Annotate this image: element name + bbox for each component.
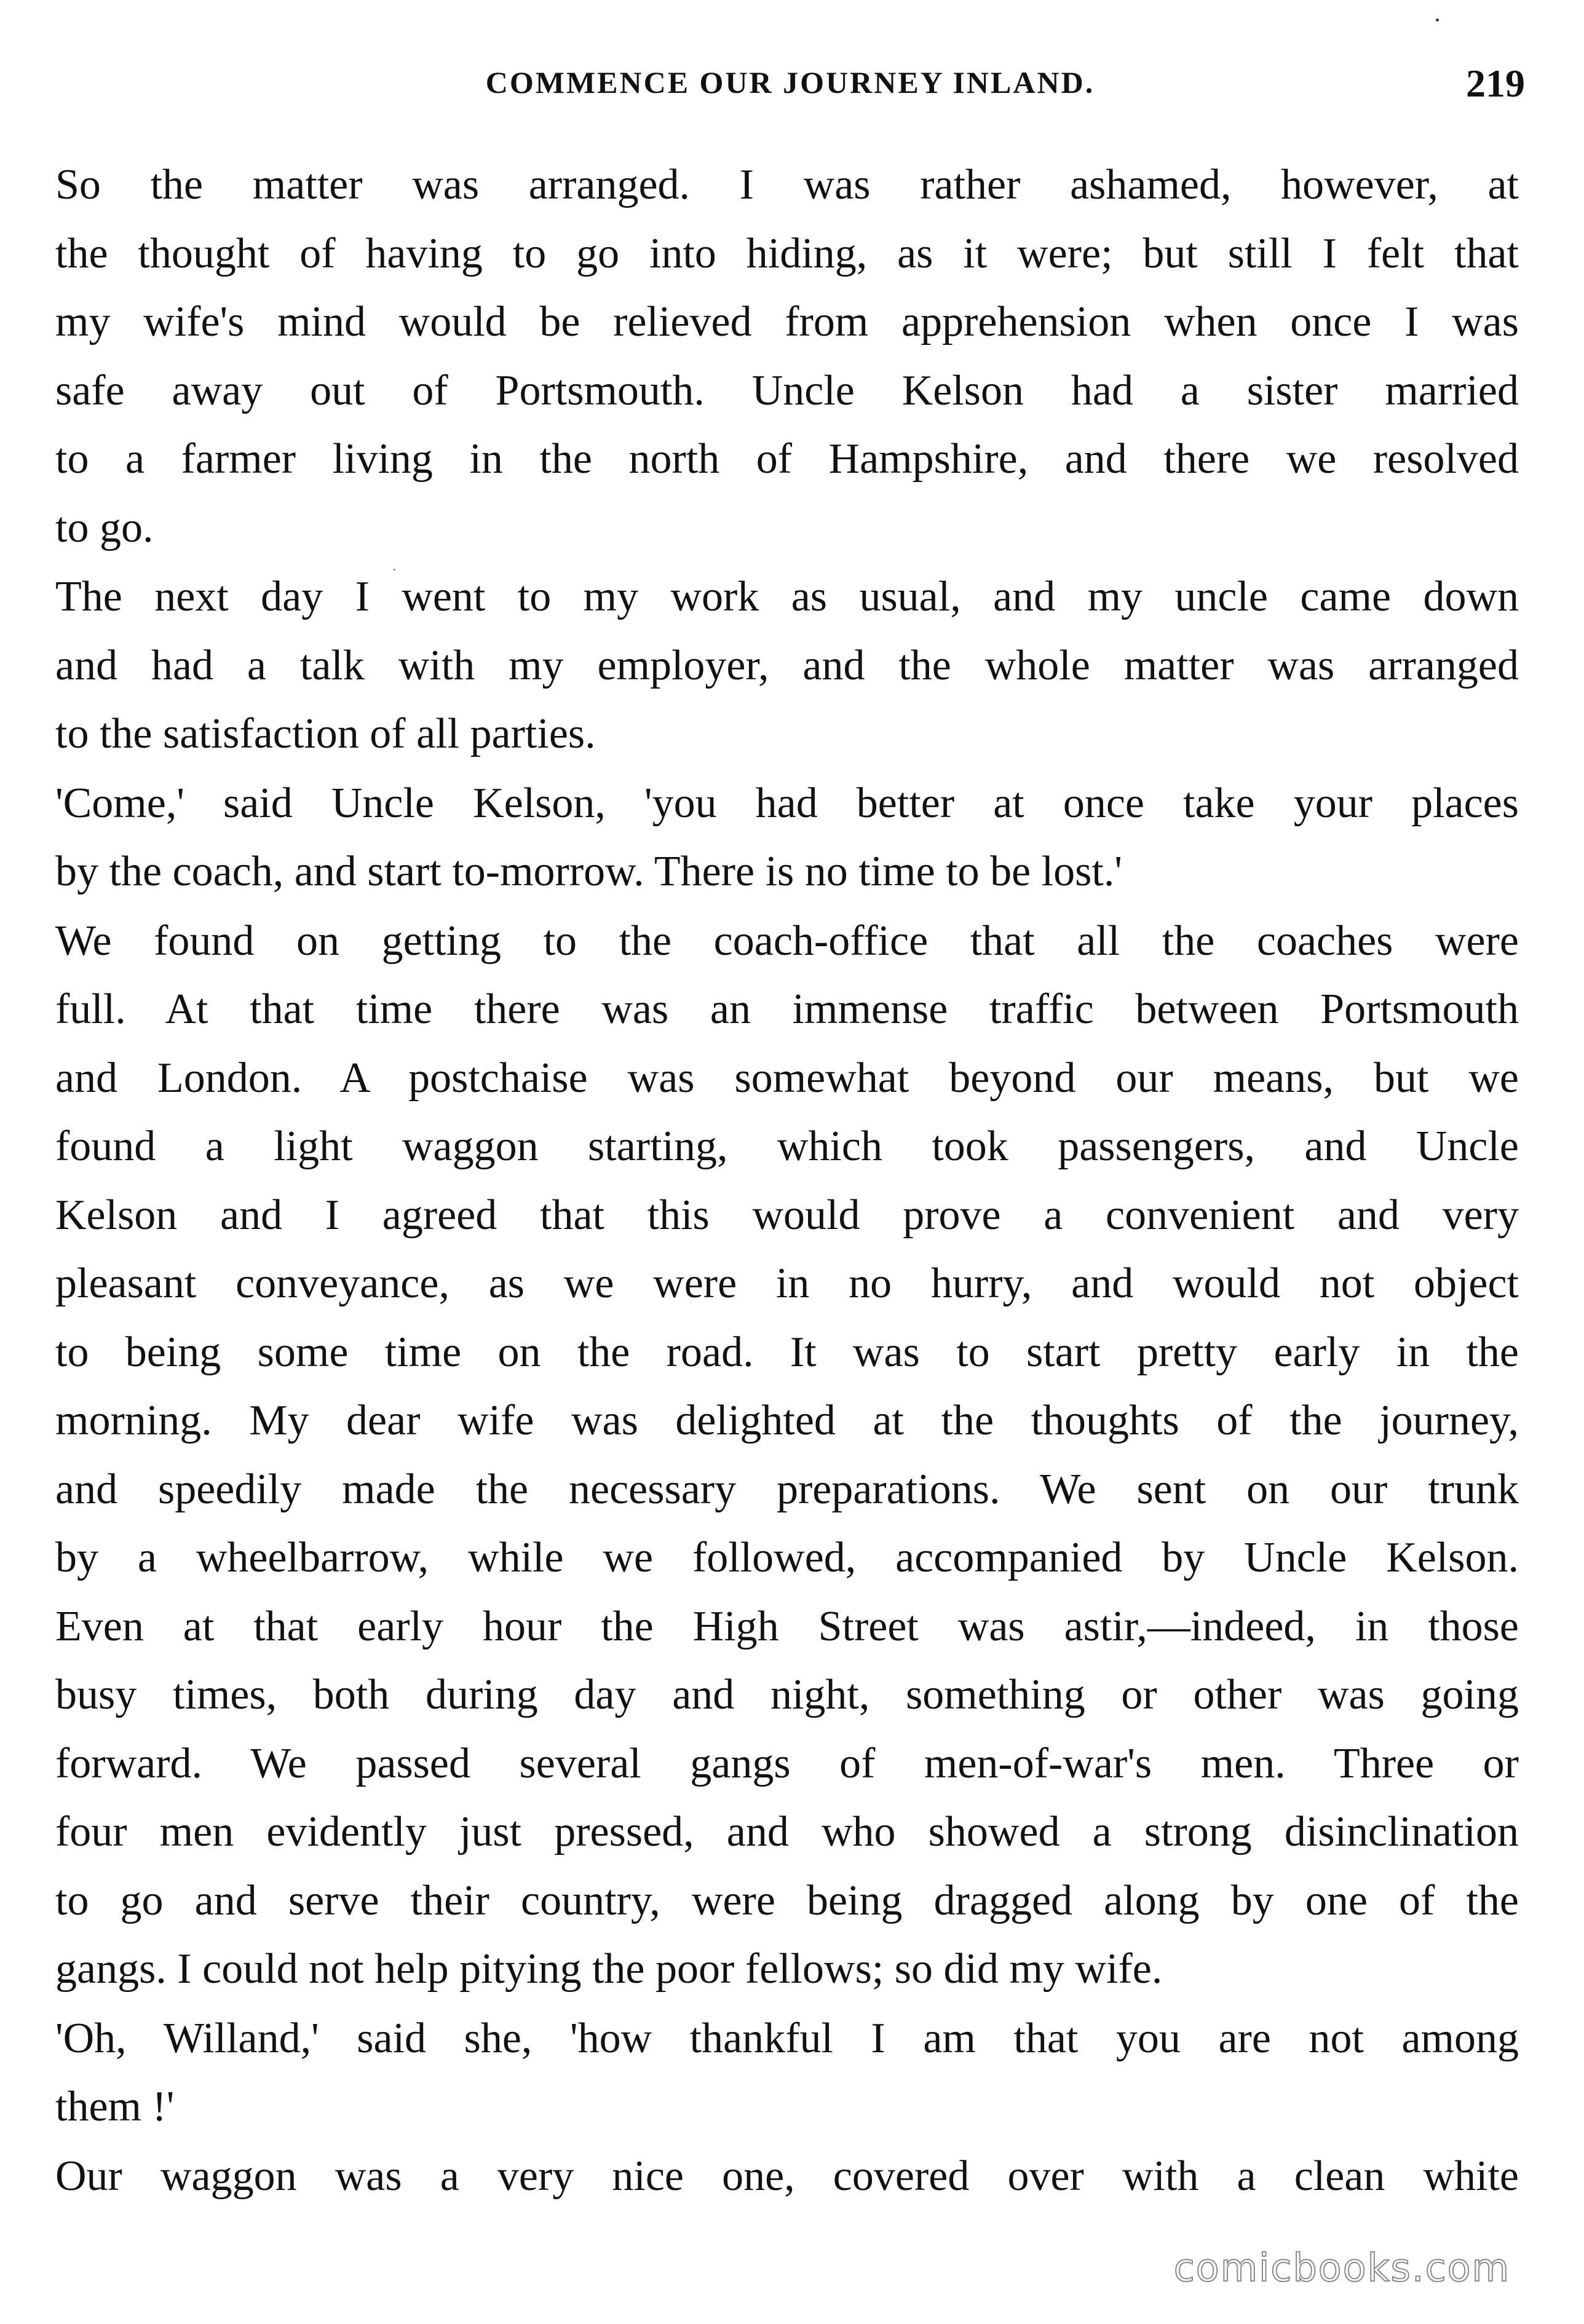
text-line: The next day I went to my work as usual, and my uncle came down [55,573,1519,620]
text-line: to go and serve their country, were being dragged along by one of the [55,1876,1519,1924]
text-line: Kelson and I agreed that this would prove a convenient and very [55,1191,1519,1239]
text-line: 'Come,' said Uncle Kelson, 'you had better at once take your places [55,779,1519,827]
text-line: We found on getting to the coach-office that all the coaches were [55,917,1519,965]
text-line: to the satisfaction of all parties. [55,710,596,757]
text-line: forward. We passed several gangs of men-of-war's men. Three or [55,1739,1519,1787]
page-number: 219 [1466,61,1525,105]
text-line: them !' [55,2083,175,2130]
text-line: four men evidently just pressed, and who showed a strong disinclination [55,1808,1519,1856]
text-line: safe away out of Portsmouth. Uncle Kelson had a sister married [55,366,1519,414]
text-line: by the coach, and start to-morrow. There is no time to be lost.' [55,848,1122,895]
text-line: gangs. I could not help pitying the poor fellows; so did my wife. [55,1945,1163,1993]
text-line: and had a talk with my employer, and the whole matter was arranged [55,641,1519,689]
text-line: So the matter was arranged. I was rather ashamed, however, at [55,161,1519,208]
text-line: by a wheelbarrow, while we followed, accompanied by Uncle Kelson. [55,1534,1519,1581]
text-line: to go. [55,504,154,551]
text-line: and speedily made the necessary preparations. We sent on our trunk [55,1465,1519,1513]
text-line: found a light waggon starting, which took passengers, and Uncle [55,1123,1519,1170]
page-header [55,61,1525,114]
text-line: the thought of having to go into hiding, as it were; but still I felt that [55,229,1519,277]
watermark: comicbooks.com [1173,2245,1510,2290]
text-line: busy times, both during day and night, something or other was going [55,1671,1519,1718]
paragraph [55,769,1519,906]
text-line: and London. A postchaise was somewhat beyond our means, but we [55,1054,1519,1102]
body-text [55,151,1519,2210]
text-line: to being some time on the road. It was to start pretty early in the [55,1328,1519,1376]
text-line: morning. My dear wife was delighted at the thoughts of the journey, [55,1397,1519,1444]
text-line: 'Oh, Willand,' said she, 'how thankful I am that you are not among [55,2014,1519,2062]
text-line: my wife's mind would be relieved from apprehension when once I was [55,298,1519,346]
paragraph [55,2004,1519,2141]
text-line: full. At that time there was an immense traffic between Portsmouth [55,986,1519,1033]
text-line: to a farmer living in the north of Hampshire, and there we resolved [55,435,1519,483]
text-line: Our waggon was a very nice one, covered over with a clean white [55,2152,1519,2200]
paragraph [55,151,1519,562]
text-line: Even at that early hour the High Street was astir,—indeed, in those [55,1602,1519,1650]
paragraph [55,563,1519,769]
text-line: pleasant conveyance, as we were in no hurry, and would not object [55,1260,1519,1307]
paragraph [55,907,1519,2004]
ink-speck [394,569,395,571]
running-head: COMMENCE OUR JOURNEY INLAND. [485,65,1095,100]
paragraph [55,2142,1519,2211]
ink-speck [1436,18,1439,22]
